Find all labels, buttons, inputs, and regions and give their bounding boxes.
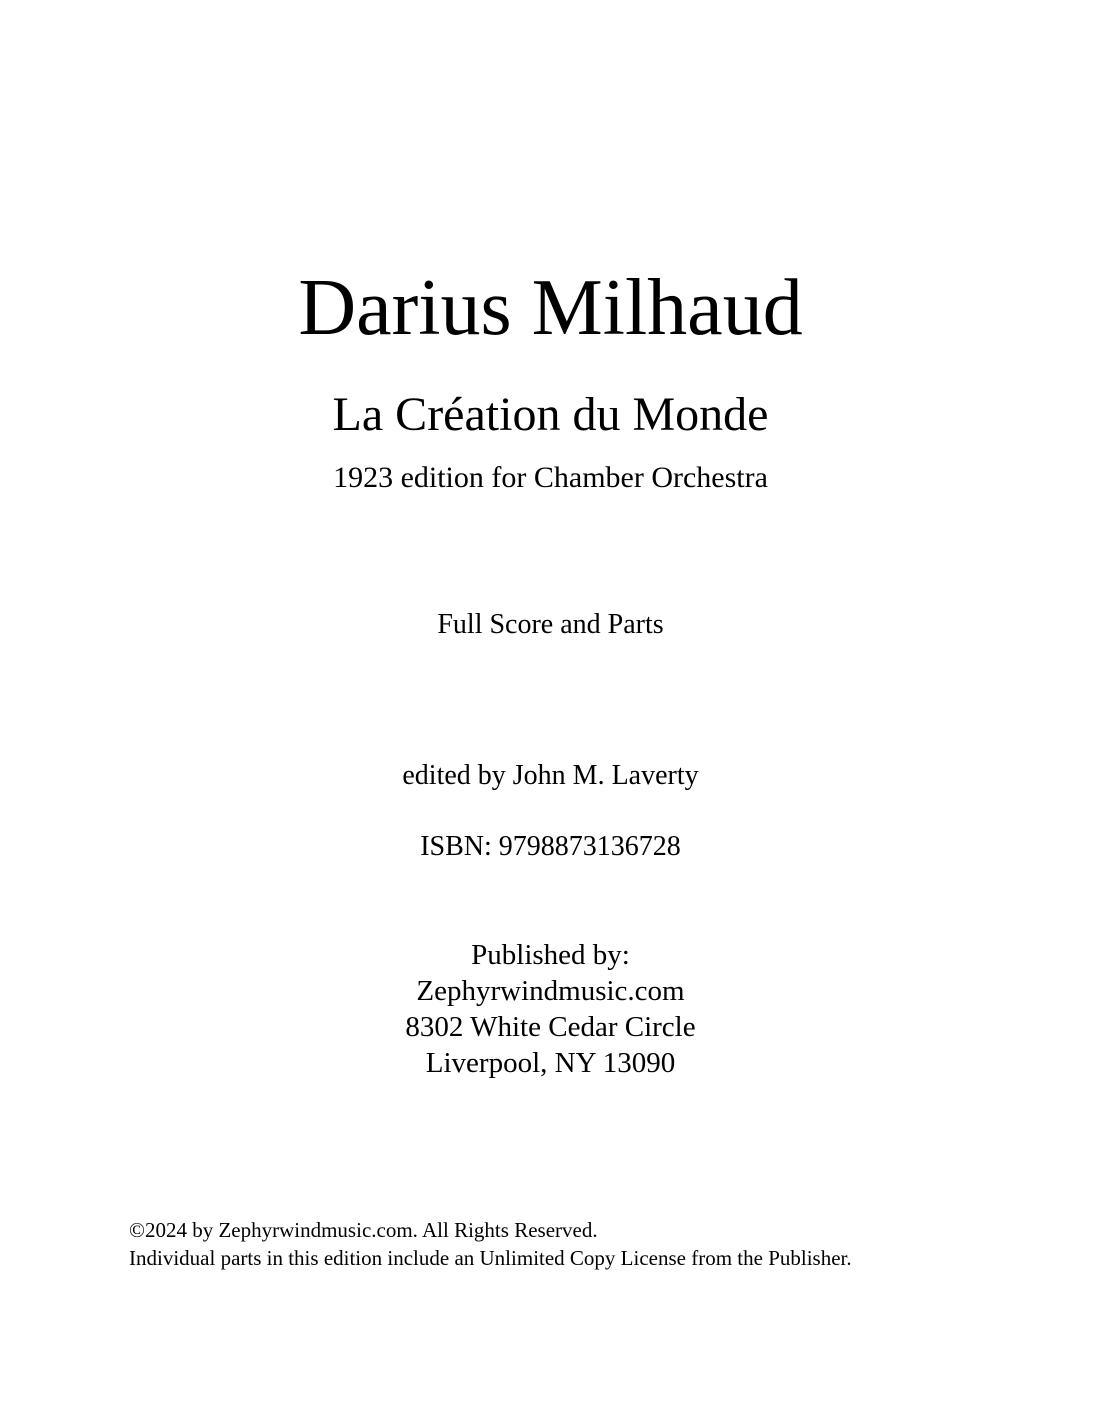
publisher-street: 8302 White Cedar Circle [405,1011,696,1043]
composer-name: Darius Milhaud [298,264,803,352]
isbn-number: ISBN: 9798873136728 [420,831,681,862]
publisher-block [0,937,1101,1081]
license-notice: Individual parts in this edition include an Unlimited Copy License from the Publisher. [129,1246,852,1270]
copyright-block [129,1216,1089,1272]
edition-subtitle: 1923 edition for Chamber Orchestra [333,461,768,494]
score-format: Full Score and Parts [437,609,664,640]
editor-credit: edited by John M. Laverty [402,760,699,791]
work-title: La Création du Monde [332,388,769,441]
publisher-name: Zephyrwindmusic.com [416,975,685,1007]
copyright-notice: ©2024 by Zephyrwindmusic.com. All Rights Reserved. [129,1218,598,1242]
publisher-heading: Published by: [471,939,630,971]
publisher-city: Liverpool, NY 13090 [425,1047,676,1079]
